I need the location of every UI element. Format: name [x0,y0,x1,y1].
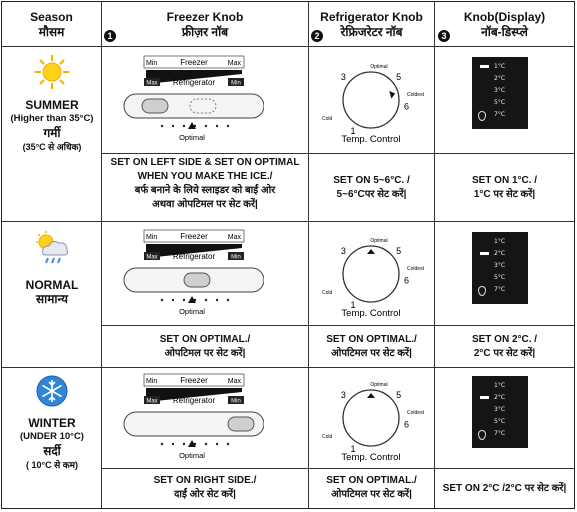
label-max: Max [227,60,241,67]
slider-tick [183,125,185,127]
knob-caption: Temp. Control [341,452,401,463]
slider-tick [172,299,174,301]
display-level-label: 1°C [494,63,506,70]
label-max-left: Max [146,80,158,87]
header-season: Season मौसम [30,10,73,39]
label-max: Max [227,234,241,241]
label-min: Min [146,60,158,67]
water-drop-icon [478,430,486,440]
label-refrigerator: Refrigerator [172,396,216,405]
knob-number: 1 [350,444,356,455]
sun-icon [34,54,70,90]
knob-number: 1 [350,300,356,311]
display-level-label: 5°C [494,99,506,106]
knob-number: 6 [403,101,409,112]
display-active-indicator [480,65,489,68]
knob-dial [340,245,402,302]
season-summer [2,54,102,154]
slider-tick [227,125,229,127]
knob-optimal-label: Optimal [370,64,388,70]
water-drop-icon [478,111,486,121]
knob-coldest-label: Coldest [407,410,424,416]
slider-tick [216,299,218,301]
display-level-label: 7°C [494,111,506,118]
label-optimal: Optimal [179,133,205,142]
label-min-right: Min [231,398,241,405]
fridge-knob-summer [314,54,429,151]
season-name-hindi: गर्मी [43,126,61,140]
slider-thumb [228,417,254,431]
display-active-indicator [480,252,489,255]
knob-cold-label: Cold [322,434,333,440]
slider-tick [216,443,218,445]
display-level-label: 2°C [494,250,506,257]
freezer-instruction-summer: SET ON LEFT SIDE & SET ON OPTIMAL WHEN YOU MAKE THE ICE./ बर्फ बनाने के लिये स्लाइडर को बाईं ओर अथवा ओपटिमल पर सेट करें| [110,157,300,210]
knob-cold-label: Cold [322,116,333,122]
badge-1: 1 [104,30,116,42]
label-optimal: Optimal [179,451,205,460]
knob-dial [340,71,402,128]
cloud-rain-icon [33,230,71,266]
label-freezer: Freezer [180,58,208,67]
label-min: Min [146,234,158,241]
slider-tick [205,125,207,127]
season-condition: (UNDER 10°C) [20,431,84,442]
knob-diagram [314,54,429,146]
label-optimal: Optimal [179,307,205,316]
knob-number: 5 [396,71,402,82]
instruction-divider [101,325,574,326]
label-min-right: Min [231,254,241,261]
slider-thumb [142,99,168,113]
fridge-instruction-normal: SET ON OPTIMAL./ ओपटिमल पर सेट करें| [326,334,417,359]
knob-diagram [314,228,429,320]
season-name: SUMMER [25,98,79,112]
knob-number: 1 [350,126,356,137]
display-level-label: 1°C [494,238,506,245]
display-instruction-winter: SET ON 2°C /2°C पर सेट करें| [442,483,567,494]
freezer-slider-normal [114,228,264,325]
row-divider [2,221,574,222]
display-level-label: 3°C [494,87,506,94]
season-condition-hindi: (35°C से अधिक) [22,142,82,152]
display-level-label: 2°C [494,75,506,82]
knob-number: 3 [340,245,346,256]
freezer-slider-diagram [114,54,264,146]
freezer-slider-diagram [114,372,264,464]
freezer-instruction-winter: SET ON RIGHT SIDE./ दाईं ओर सेट करें| [153,475,257,500]
display-level-label: 5°C [494,418,506,425]
display-panel-normal [472,232,528,304]
fridge-knob-normal [314,228,429,325]
slider-tick [161,443,163,445]
slider-tick [183,443,185,445]
knob-optimal-label: Optimal [370,238,388,244]
season-condition-hindi: ( 10°C से कम) [26,460,78,470]
slider-thumb [184,273,210,287]
season-winter [2,374,102,472]
slider-tick [205,443,207,445]
label-max: Max [227,378,241,385]
fridge-instruction-summer: SET ON 5~6°C. / 5~6°Cपर सेट करें| [333,175,410,200]
season-normal [2,230,102,306]
knob-diagram [314,372,429,464]
knob-number: 6 [403,419,409,430]
label-min-right: Min [231,80,241,87]
display-level-label: 5°C [494,274,506,281]
knob-number: 5 [396,389,402,400]
freezer-instruction-normal: SET ON OPTIMAL./ ओपटिमल पर सेट करें| [159,334,251,359]
knob-coldest-label: Coldest [407,92,424,98]
display-level-label: 1°C [494,382,506,389]
slider-tick [227,299,229,301]
knob-number: 3 [340,389,346,400]
slider-tick [161,299,163,301]
slider-tick [172,443,174,445]
fridge-instruction-winter: SET ON OPTIMAL./ ओपटिमल पर सेट करें| [326,475,417,500]
knob-cold-label: Cold [322,290,333,296]
row-divider [2,367,574,368]
display-instruction-summer: SET ON 1°C. / 1°C पर सेट करें| [471,175,538,200]
knob-caption: Temp. Control [341,308,401,319]
header-freezer: Freezer Knob फ्रीज़र नॉब [166,10,244,39]
knob-number: 3 [340,71,346,82]
label-min: Min [146,378,158,385]
season-name: WINTER [28,416,76,430]
slider-tick [161,125,163,127]
slider-tick [183,299,185,301]
label-refrigerator: Refrigerator [172,252,216,261]
slider-tick [227,443,229,445]
display-instruction-normal: SET ON 2°C. / 2°C पर सेट करें| [471,334,538,359]
label-freezer: Freezer [180,232,208,241]
knob-number: 6 [403,275,409,286]
knob-number: 5 [396,245,402,256]
display-level-label: 3°C [494,406,506,413]
header-fridge: Refrigerator Knob रेफ्रिजरेटर नॉब [320,10,423,39]
knob-optimal-label: Optimal [370,382,388,388]
season-condition: (Higher than 35°C) [10,113,94,124]
badge-3: 3 [438,30,450,42]
column-divider [434,2,435,508]
fridge-knob-winter [314,372,429,469]
display-panel-winter [472,376,528,448]
label-freezer: Freezer [180,376,208,385]
slider-tick [172,125,174,127]
header-display: Knob(Display) नॉब-डिस्प्ले [463,10,546,39]
knob-caption: Temp. Control [341,134,401,145]
badge-2: 2 [311,30,323,42]
freezer-slider-diagram [114,228,264,320]
season-name: NORMAL [25,278,79,292]
freezer-slider-winter [114,372,264,469]
label-max-left: Max [146,398,158,405]
display-level-label: 3°C [494,262,506,269]
knob-dial [340,389,402,446]
display-panel-summer [472,57,528,129]
freezer-slider-summer [114,54,264,151]
display-level-label: 2°C [494,394,506,401]
label-max-left: Max [146,254,158,261]
snowflake-icon [35,374,69,408]
season-name-hindi: सामान्य [35,292,68,306]
display-level-label: 7°C [494,430,506,437]
settings-table [1,1,575,509]
season-name-hindi: सर्दी [43,444,61,458]
slider-tick [216,125,218,127]
knob-coldest-label: Coldest [407,266,424,272]
column-divider [308,2,309,508]
display-level-label: 7°C [494,286,506,293]
water-drop-icon [478,286,486,296]
instruction-divider [101,153,574,154]
slider-tick [205,299,207,301]
display-active-indicator [480,396,489,399]
label-refrigerator: Refrigerator [172,78,216,87]
